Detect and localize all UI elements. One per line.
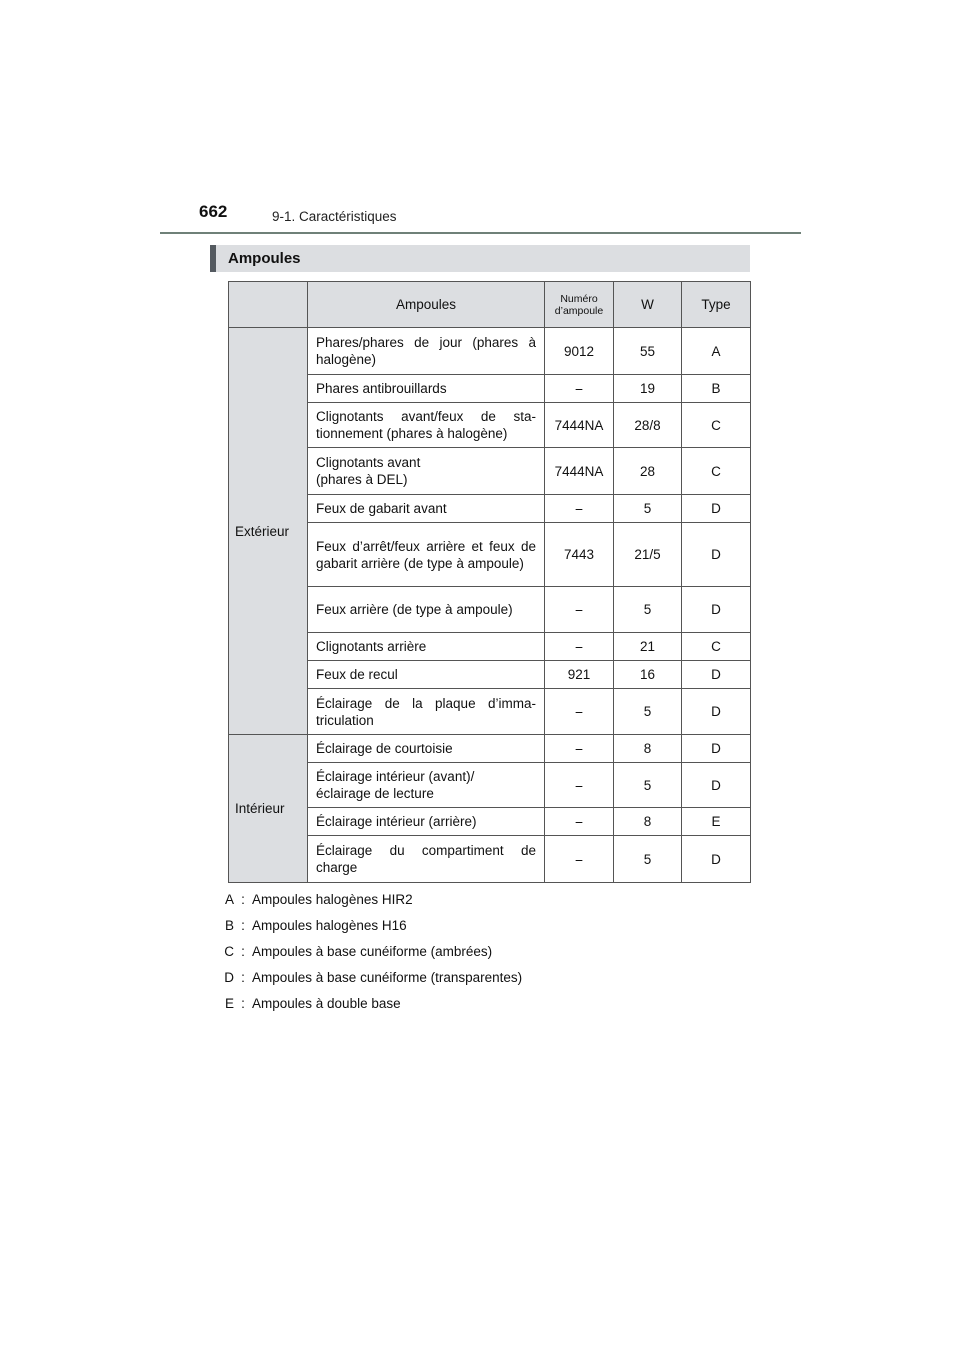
watt-cell: 5 — [614, 836, 682, 883]
watt-cell: 5 — [614, 689, 682, 735]
watt-cell: 21/5 — [614, 523, 682, 587]
legend-text: Ampoules halogènes H16 — [252, 918, 407, 933]
table-row — [229, 633, 751, 661]
bulb-number-cell: ⎯ — [545, 495, 614, 523]
bulb-number-cell: ⎯ — [545, 375, 614, 403]
type-cell: C — [682, 633, 751, 661]
type-cell: D — [682, 735, 751, 763]
type-cell: D — [682, 763, 751, 808]
legend-separator: : — [241, 944, 245, 959]
legend-text: Ampoules halogènes HIR2 — [252, 892, 413, 907]
column-header-bulb-number — [545, 282, 614, 328]
table-row — [229, 661, 751, 689]
bulb-name-cell: Clignotants avant (phares à DEL) — [308, 448, 545, 495]
column-header-group — [229, 282, 308, 328]
bulb-number-cell: ⎯ — [545, 587, 614, 633]
type-cell: A — [682, 328, 751, 375]
bulb-number-cell: ⎯ — [545, 633, 614, 661]
legend-key: D — [224, 970, 234, 985]
watt-cell: 28/8 — [614, 403, 682, 448]
table-row — [229, 375, 751, 403]
watt-cell: 5 — [614, 763, 682, 808]
bulb-number-cell: 7444NA — [545, 448, 614, 495]
table-row — [229, 495, 751, 523]
bulb-table — [228, 281, 751, 883]
table-row — [229, 523, 751, 587]
bulb-name-cell: Éclairage intérieur (arrière) — [308, 808, 545, 836]
watt-cell: 16 — [614, 661, 682, 689]
bulb-name-cell: Feux de gabarit avant — [308, 495, 545, 523]
bulb-name-cell: Phares/phares de jour (phares à halogène) — [308, 328, 545, 375]
legend-separator: : — [241, 918, 245, 933]
legend-separator: : — [241, 970, 245, 985]
legend-separator: : — [241, 892, 245, 907]
type-cell: C — [682, 448, 751, 495]
watt-cell: 5 — [614, 587, 682, 633]
chapter-title: 9-1. Caractéristiques — [272, 209, 397, 224]
bulb-name-cell: Éclairage du compartiment de charge — [308, 836, 545, 883]
table-body — [229, 328, 751, 883]
watt-cell: 21 — [614, 633, 682, 661]
page-number: 662 — [199, 202, 228, 221]
bulb-name-cell: Feux de recul — [308, 661, 545, 689]
bulb-number-cell: 7444NA — [545, 403, 614, 448]
watt-cell: 8 — [614, 808, 682, 836]
table-row — [229, 735, 751, 763]
type-cell: D — [682, 689, 751, 735]
type-cell: D — [682, 587, 751, 633]
header-rule — [160, 232, 801, 234]
column-header-watt: W — [614, 282, 682, 328]
type-cell: B — [682, 375, 751, 403]
watt-cell: 28 — [614, 448, 682, 495]
bulb-number-cell: ⎯ — [545, 735, 614, 763]
type-cell: E — [682, 808, 751, 836]
bulb-number-cell: ⎯ — [545, 689, 614, 735]
legend-item — [210, 995, 522, 1021]
legend-item — [210, 943, 522, 969]
column-header-type: Type — [682, 282, 751, 328]
legend-key: E — [224, 996, 234, 1011]
bulb-name-cell: Feux arrière (de type à ampoule) — [308, 587, 545, 633]
watt-cell: 5 — [614, 495, 682, 523]
column-header-bulbs: Ampoules — [308, 282, 545, 328]
table-row — [229, 763, 751, 808]
legend-item — [210, 969, 522, 995]
bulb-name-cell: Phares antibrouillards — [308, 375, 545, 403]
bulb-number-cell: 921 — [545, 661, 614, 689]
bulb-name-cell: Clignotants avant/feux de sta-tionnement (phares à halogène) — [308, 403, 545, 448]
legend-text: Ampoules à double base — [252, 996, 401, 1011]
bulb-number-cell: ⎯ — [545, 836, 614, 883]
legend-text: Ampoules à base cunéiforme (ambrées) — [252, 944, 493, 959]
table-row — [229, 403, 751, 448]
bulb-name-cell: Éclairage intérieur (avant)/ éclairage de lecture — [308, 763, 545, 808]
bulb-number-cell: 7443 — [545, 523, 614, 587]
watt-cell: 8 — [614, 735, 682, 763]
table-row — [229, 448, 751, 495]
legend-key: C — [224, 944, 234, 959]
legend-item — [210, 891, 522, 917]
bulb-name-cell: Éclairage de la plaque d’imma-triculation — [308, 689, 545, 735]
type-cell: C — [682, 403, 751, 448]
section-title: Ampoules — [228, 250, 301, 267]
section-heading — [210, 245, 750, 272]
table-row — [229, 328, 751, 375]
table-header-row — [229, 282, 751, 328]
bulb-number-cell: ⎯ — [545, 808, 614, 836]
bulb-number-cell: ⎯ — [545, 763, 614, 808]
legend-key: B — [224, 918, 234, 933]
type-cell: D — [682, 661, 751, 689]
group-cell: Extérieur — [229, 328, 308, 735]
type-cell: D — [682, 523, 751, 587]
type-cell: D — [682, 495, 751, 523]
column-header-bulb-number-text: Numéro d’ampoule — [554, 292, 604, 317]
table-row — [229, 808, 751, 836]
watt-cell: 55 — [614, 328, 682, 375]
type-cell: D — [682, 836, 751, 883]
watt-cell: 19 — [614, 375, 682, 403]
group-cell: Intérieur — [229, 735, 308, 883]
legend-separator: : — [241, 996, 245, 1011]
table-row — [229, 836, 751, 883]
bulb-number-cell: 9012 — [545, 328, 614, 375]
bulb-name-cell: Éclairage de courtoisie — [308, 735, 545, 763]
table-row — [229, 587, 751, 633]
type-legend — [210, 891, 522, 1021]
legend-key: A — [224, 892, 234, 907]
bulb-name-cell: Feux d’arrêt/feux arrière et feux de gabarit arrière (de type à ampoule) — [308, 523, 545, 587]
bulb-name-cell: Clignotants arrière — [308, 633, 545, 661]
legend-item — [210, 917, 522, 943]
legend-text: Ampoules à base cunéiforme (transparentes) — [252, 970, 523, 985]
table-row — [229, 689, 751, 735]
